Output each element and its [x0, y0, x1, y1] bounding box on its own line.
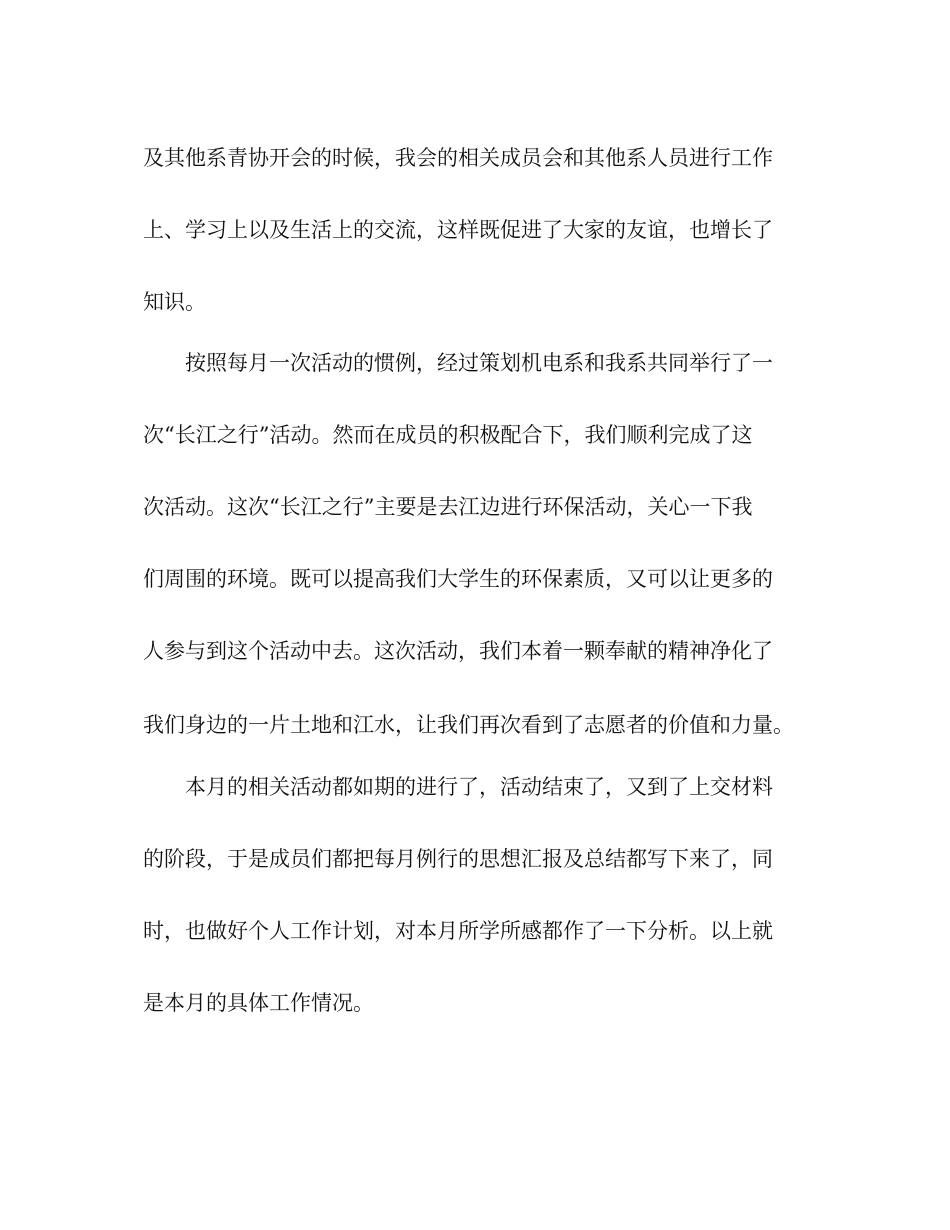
- text-line-11: 的阶段，于是成员们都把每月例行的思想汇报及总结都写下来了，同: [143, 847, 773, 871]
- text-line-6: 次活动。这次“长江之行”主要是去江边进行环保活动，关心一下我: [143, 495, 753, 519]
- text-line-2: 上、学习上以及生活上的交流，这样既促进了大家的友谊，也增长了: [143, 218, 773, 242]
- text-line-5: 次“长江之行”活动。然而在成员的积极配合下，我们顺利完成了这: [143, 423, 753, 447]
- text-line-8: 人参与到这个活动中去。这次活动，我们本着一颗奉献的精神净化了: [143, 639, 773, 663]
- text-line-1: 及其他系青协开会的时候，我会的相关成员会和其他系人员进行工作: [143, 146, 773, 170]
- text-line-9: 我们身边的一片土地和江水，让我们再次看到了志愿者的价值和力量。: [143, 713, 794, 737]
- text-line-7: 们周围的环境。既可以提高我们大学生的环保素质，又可以让更多的: [143, 567, 773, 591]
- text-line-13: 是本月的具体工作情况。: [143, 991, 374, 1015]
- text-line-3: 知识。: [143, 290, 206, 314]
- text-line-12: 时，也做好个人工作计划，对本月所学所感都作了一下分析。以上就: [143, 919, 773, 943]
- text-line-4: 按照每月一次活动的惯例，经过策划机电系和我系共同举行了一: [185, 351, 773, 375]
- text-line-10: 本月的相关活动都如期的进行了，活动结束了，又到了上交材料: [185, 775, 773, 799]
